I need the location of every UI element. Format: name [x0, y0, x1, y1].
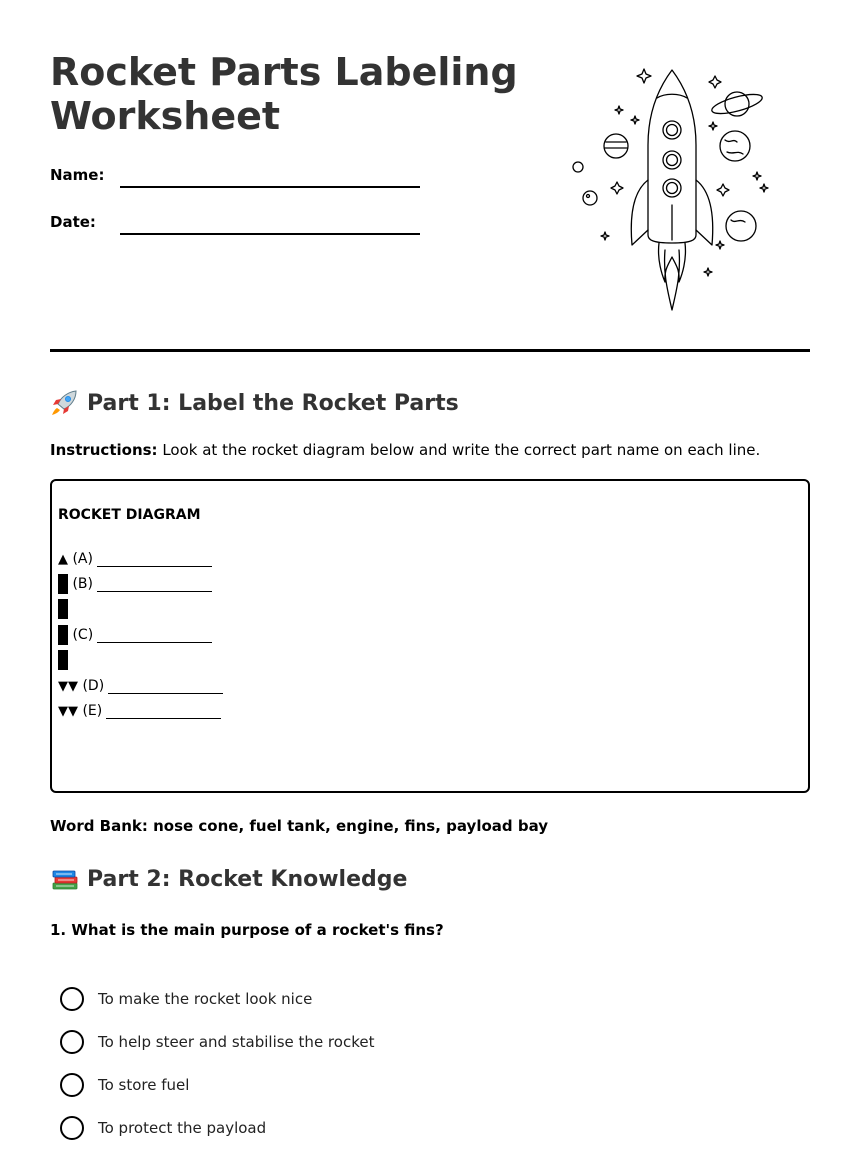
diagram-row-d: [58, 675, 223, 697]
diagram-row-e: [58, 700, 221, 722]
option-2[interactable]: [60, 1030, 374, 1054]
label-e: (E): [82, 703, 103, 719]
title-line-1: Rocket Parts Labeling: [50, 50, 518, 94]
title-line-2: Worksheet: [50, 94, 281, 138]
answer-line-b[interactable]: [97, 577, 212, 592]
diagram-row-a: [58, 548, 212, 570]
radio-button[interactable]: [60, 1030, 84, 1054]
worksheet-title: [50, 50, 520, 138]
body-block-symbol: [58, 650, 68, 670]
option-2-label: To help steer and stabilise the rocket: [98, 1033, 375, 1051]
diagram-row-b: [58, 573, 212, 595]
option-3[interactable]: [60, 1073, 189, 1097]
fins-symbol: ▼▼: [58, 703, 78, 719]
answer-line-d[interactable]: [108, 679, 223, 694]
answer-line-c[interactable]: [97, 628, 212, 643]
word-bank: Word Bank: nose cone, fuel tank, engine, fins, payload bay: [50, 817, 549, 835]
instructions-label: Instructions:: [50, 441, 158, 459]
rocket-illustration: [565, 60, 775, 315]
label-c: (C): [72, 627, 94, 643]
name-label: Name:: [50, 166, 105, 184]
nose-symbol: ▲: [58, 551, 68, 567]
rocket-icon: [50, 389, 80, 417]
body-block-symbol: [58, 574, 68, 594]
diagram-row-body: [58, 598, 68, 620]
books-icon: [50, 865, 80, 893]
diagram-row-body: [58, 649, 68, 671]
option-4-label: To protect the payload: [98, 1119, 267, 1137]
date-line[interactable]: [120, 213, 420, 235]
radio-button[interactable]: [60, 1116, 84, 1140]
date-label: Date:: [50, 213, 96, 231]
part1-heading-text: Part 1: Label the Rocket Parts: [87, 390, 459, 416]
option-1-label: To make the rocket look nice: [98, 990, 313, 1008]
fins-symbol: ▼▼: [58, 678, 78, 694]
answer-line-a[interactable]: [97, 552, 212, 567]
radio-button[interactable]: [60, 1073, 84, 1097]
instructions-text: Look at the rocket diagram below and write the correct part name on each line.: [157, 441, 761, 459]
option-1[interactable]: [60, 987, 312, 1011]
part2-heading-text: Part 2: Rocket Knowledge: [87, 866, 408, 892]
diagram-title: ROCKET DIAGRAM: [58, 507, 201, 523]
body-block-symbol: [58, 599, 68, 619]
rocket-diagram-box: [50, 479, 810, 793]
question-1: 1. What is the main purpose of a rocket's fins?: [50, 921, 444, 939]
name-line[interactable]: [120, 166, 420, 188]
part1-heading: [50, 389, 459, 417]
option-4[interactable]: [60, 1116, 266, 1140]
label-b: (B): [72, 576, 93, 592]
instructions: [50, 441, 760, 459]
label-d: (D): [82, 678, 105, 694]
answer-line-e[interactable]: [106, 704, 221, 719]
body-block-symbol: [58, 625, 68, 645]
option-3-label: To store fuel: [98, 1076, 190, 1094]
name-field: [50, 166, 420, 184]
diagram-row-c: [58, 624, 212, 646]
label-a: (A): [72, 551, 93, 567]
section-divider: [50, 349, 810, 352]
radio-button[interactable]: [60, 987, 84, 1011]
part2-heading: [50, 865, 407, 893]
date-field: [50, 213, 420, 231]
